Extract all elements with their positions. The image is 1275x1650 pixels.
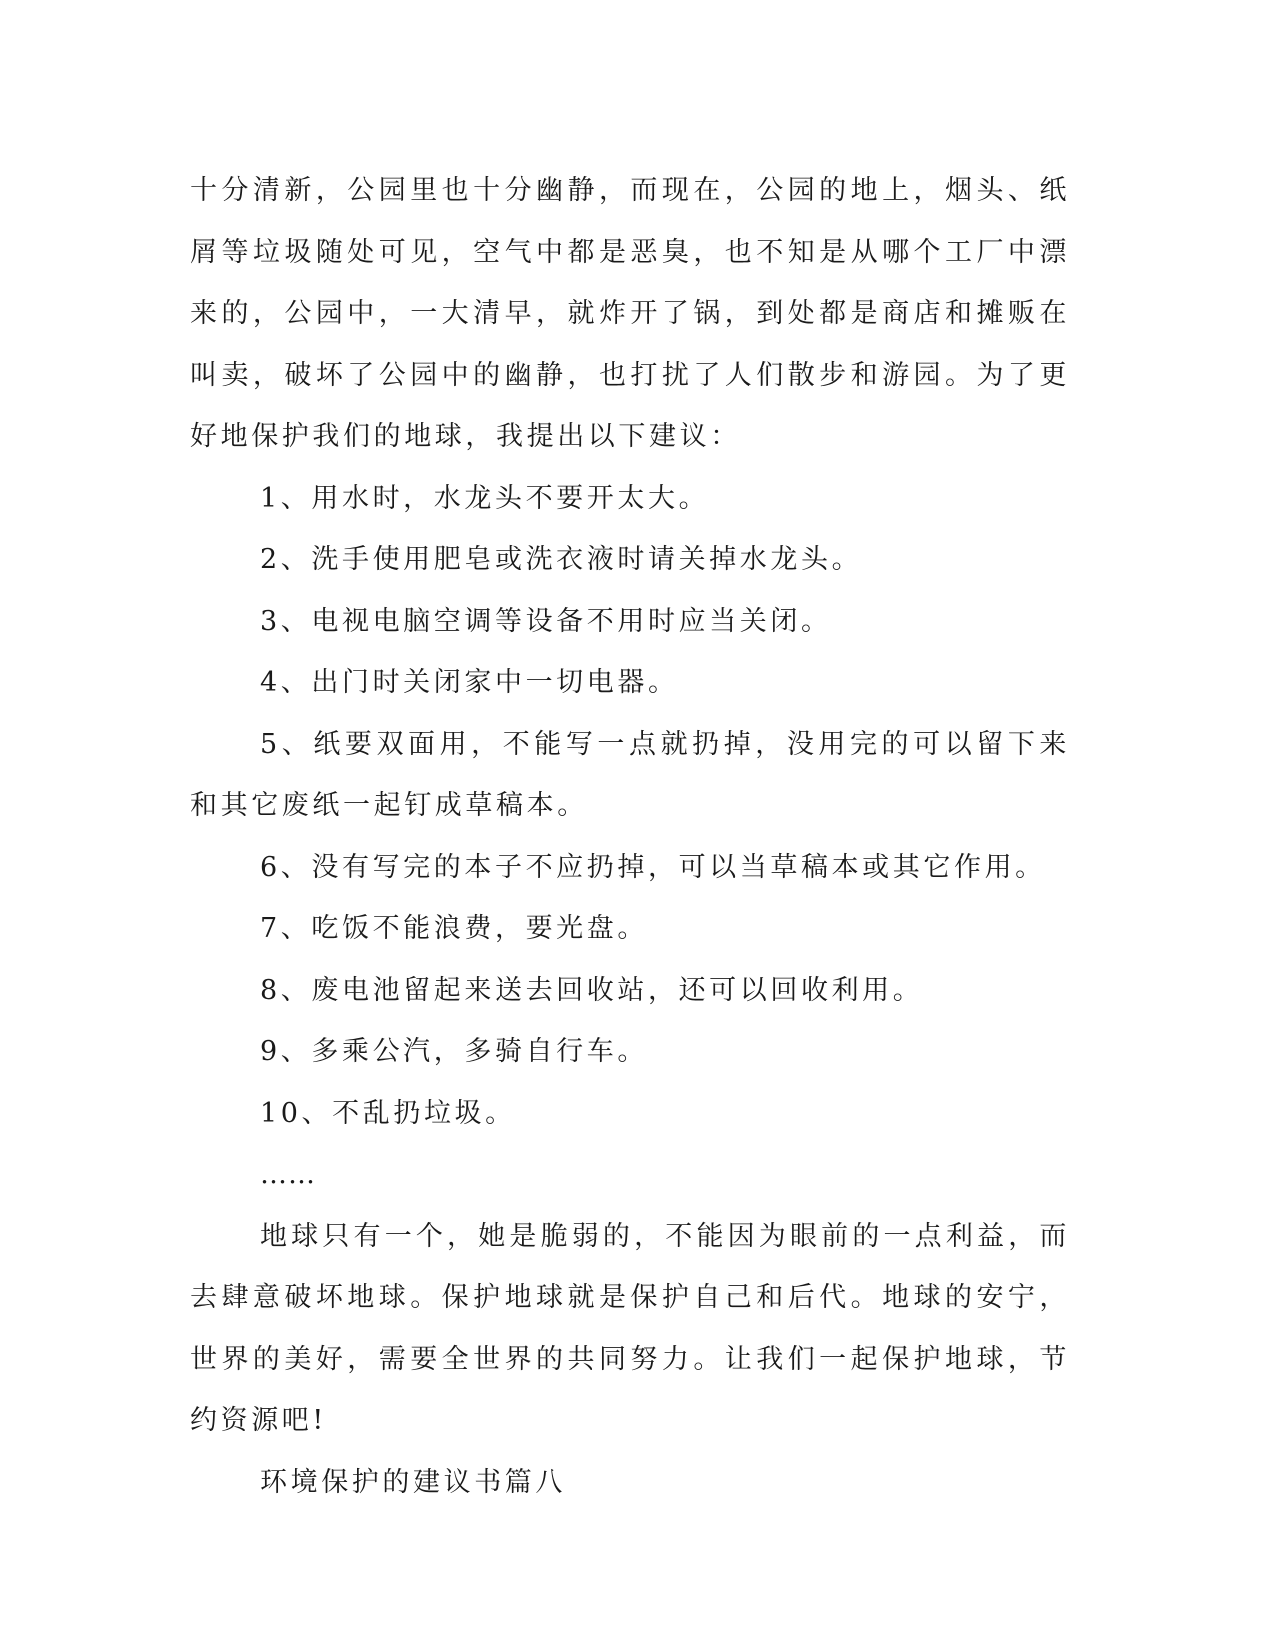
document-body [190, 160, 1070, 1513]
closing-paragraph: 地球只有一个，她是脆弱的，不能因为眼前的一点利益，而去肆意破坏地球。保护地球就是保护自己和后代。地球的安宁，世界的美好，需要全世界的共同努力。让我们一起保护地球，节约资源吧! [190, 1220, 1070, 1436]
suggestion-item-5: 5、纸要双面用，不能写一点就扔掉，没用完的可以留下来和其它废纸一起钉成草稿本。 [190, 728, 1070, 821]
suggestion-item-6: 6、没有写完的本子不应扔掉，可以当草稿本或其它作用。 [260, 851, 1046, 883]
suggestion-item-9: 9、多乘公汽，多骑自行车。 [260, 1036, 648, 1067]
next-section-title: 环境保护的建议书篇八 [260, 1466, 566, 1498]
list-ellipsis: …… [260, 1159, 316, 1190]
suggestion-item-4: 4、出门时关闭家中一切电器。 [260, 667, 679, 698]
suggestion-item-7: 7、吃饭不能浪费，要光盘。 [260, 913, 648, 944]
suggestion-item-8: 8、废电池留起来送去回收站，还可以回收利用。 [260, 974, 924, 1006]
suggestion-item-1: 1、用水时，水龙头不要开太大。 [260, 482, 710, 514]
suggestion-item-10: 10、不乱扔垃圾。 [260, 1097, 516, 1129]
suggestion-item-3: 3、电视电脑空调等设备不用时应当关闭。 [260, 605, 832, 637]
suggestion-item-2: 2、洗手使用肥皂或洗衣液时请关掉水龙头。 [260, 544, 863, 575]
intro-paragraph: 十分清新，公园里也十分幽静，而现在，公园的地上，烟头、纸屑等垃圾随处可见，空气中都是恶臭，也不知是从哪个工厂中漂来的，公园中，一大清早，就炸开了锅，到处都是商店和摊贩在叫卖，破坏了公园中的幽静，也打扰了人们散步和游园。为了更好地保护我们的地球，我提出以下建议： [190, 175, 1070, 452]
